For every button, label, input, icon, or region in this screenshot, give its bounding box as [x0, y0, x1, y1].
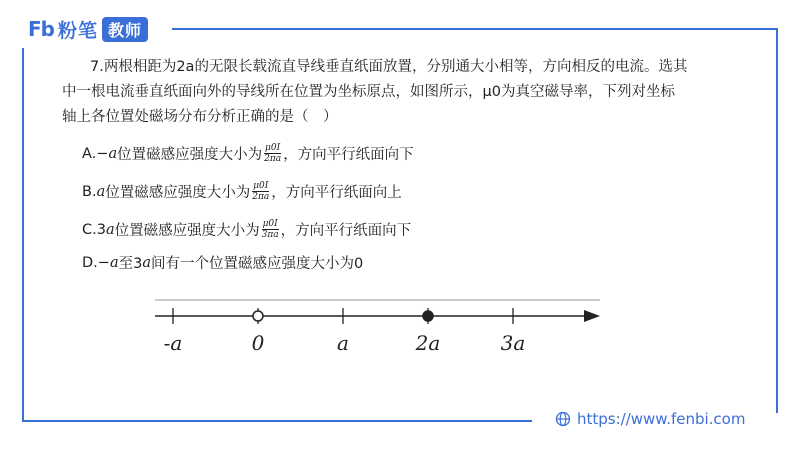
- marker-filled-circle: [423, 311, 433, 321]
- axis-tick-label: 0: [251, 331, 265, 355]
- axis-arrow: [584, 310, 600, 322]
- brand-name: 粉笔: [57, 19, 98, 42]
- footer-url: https://www.fenbi.com: [577, 410, 746, 428]
- fraction: $\frac{\mu 0I}{3\pi a}$: [261, 219, 279, 240]
- footer-link[interactable]: [555, 410, 745, 428]
- brand-badge: 教师: [102, 17, 148, 42]
- axis-tick-label: 3a: [500, 331, 526, 355]
- frame-border-bottom: [22, 420, 532, 422]
- question-stem: [62, 55, 722, 130]
- brand-mark: Fb: [28, 17, 54, 41]
- axis-tick-label: a: [337, 331, 349, 355]
- number-line-axis: [150, 290, 610, 360]
- frame-border-right: [776, 28, 778, 413]
- question-line-1: 7.两根相距为2a的无限长载流直导线垂直纸面放置，分别通大小相等，方向相反的电流。选其: [90, 59, 688, 75]
- marker-open-circle: [253, 311, 263, 321]
- frame-border-left: [22, 48, 24, 420]
- brand-logo: [28, 16, 148, 42]
- axis-tick-label: 2a: [415, 331, 441, 355]
- axis-tick-label: -a: [163, 331, 183, 355]
- globe-icon: [555, 411, 571, 427]
- option-a[interactable]: A.− a 位置磁感应强度大小为 $\frac{\mu 0I}{2\pi a}$ ，方向平行纸面向下: [82, 143, 414, 164]
- option-c[interactable]: C.3 a 位置磁感应强度大小为 $\frac{\mu 0I}{3\pi a}$ ，方向平行纸面向下: [82, 219, 412, 240]
- fraction: $\frac{\mu 0I}{2\pi a}$: [252, 181, 270, 202]
- option-d[interactable]: D.− a 至3 a 间有一个位置磁感应强度大小为0: [82, 254, 364, 272]
- question-line-2: 中一根电流垂直纸面向外的导线所在位置为坐标原点，如图所示，μ0为真空磁导率，下列对坐标: [62, 84, 675, 100]
- fraction: $\frac{\mu 0I}{2\pi a}$: [264, 143, 282, 164]
- frame-border-top: [172, 28, 777, 30]
- option-b[interactable]: B. a 位置磁感应强度大小为 $\frac{\mu 0I}{2\pi a}$ ，方向平行纸面向上: [82, 181, 402, 202]
- question-line-3: 轴上各位置处磁场分布分析正确的是（ ）: [62, 109, 338, 125]
